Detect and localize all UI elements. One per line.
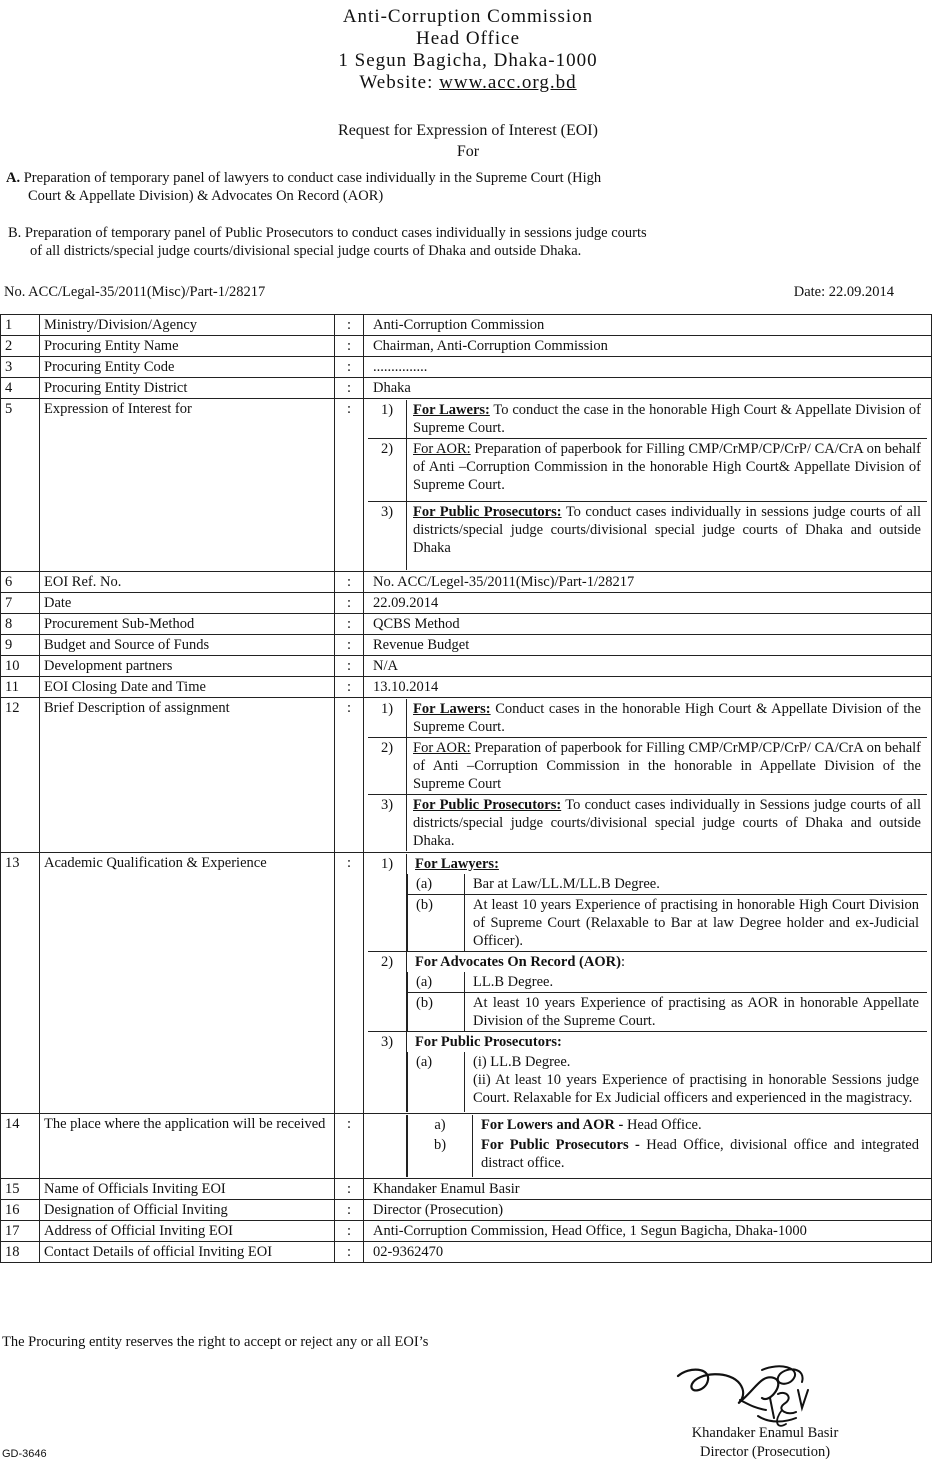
row-value: Revenue Budget [364, 635, 932, 656]
row-label: Name of Officials Inviting EOI [40, 1179, 335, 1200]
row-colon: : [335, 1242, 364, 1263]
row-number: 12 [1, 698, 40, 853]
website-line [0, 72, 936, 94]
paragraph-b-marker: B. [8, 225, 22, 241]
row-label: EOI Ref. No. [40, 572, 335, 593]
paragraph-a-marker: A. [6, 170, 21, 186]
sub-item-heading: For Public Prosecutors - [481, 1137, 640, 1153]
list-item [368, 1115, 927, 1177]
signatory-name: Khandaker Enamul Basir [691, 1425, 839, 1441]
row-label: Procuring Entity Code [40, 357, 335, 378]
table-row [1, 1200, 932, 1221]
row-colon: : [335, 1200, 364, 1221]
website-label: Website: [359, 72, 434, 93]
document-code: GD-3646 [2, 1448, 47, 1460]
row-value: N/A [364, 656, 932, 677]
paragraph-b-line1: Preparation of temporary panel of Public Prosecutors to conduct cases individually in sessions judge courts [24, 225, 647, 241]
item-text: To conduct cases individually in sessions judge courts of all districts/special judge courts/divisional special judge courts of Dhaka and outside Dhaka [413, 504, 921, 556]
letterhead [0, 6, 936, 94]
sub-item-letter: (b) [408, 895, 465, 952]
list-item [368, 738, 927, 795]
table-row-qualification [1, 853, 932, 1114]
list-item [368, 439, 927, 502]
paragraph-b [8, 224, 798, 260]
table-row [1, 635, 932, 656]
row-label: Procuring Entity Name [40, 336, 335, 357]
row-number: 4 [1, 378, 40, 399]
list-item [408, 993, 928, 1032]
reference-date: Date: 22.09.2014 [793, 284, 894, 300]
row-number: 6 [1, 572, 40, 593]
row-value [364, 698, 932, 853]
table-row [1, 572, 932, 593]
list-item [408, 972, 928, 993]
website-link[interactable]: www.acc.org.bd [439, 72, 577, 93]
list-item [408, 895, 928, 952]
row-label: Budget and Source of Funds [40, 635, 335, 656]
list-item [368, 1032, 927, 1113]
row-value: 13.10.2014 [364, 677, 932, 698]
row-label: Procurement Sub-Method [40, 614, 335, 635]
list-item [408, 1115, 928, 1135]
row-number: 15 [1, 1179, 40, 1200]
row-colon: : [335, 315, 364, 336]
row-number: 3 [1, 357, 40, 378]
sub-item-letter: (a) [408, 874, 465, 895]
row-number: 13 [1, 853, 40, 1114]
table-row [1, 614, 932, 635]
list-item [368, 400, 927, 439]
item-heading: For Public Prosecutors: [413, 504, 562, 520]
row-value: Khandaker Enamul Basir [364, 1179, 932, 1200]
row-number: 18 [1, 1242, 40, 1263]
table-row [1, 677, 932, 698]
sub-item-text: Head Office, divisional office and integrated distract office. [481, 1137, 919, 1171]
item-number: 2) [368, 439, 407, 502]
sub-item-letter: b) [408, 1135, 473, 1177]
item-heading: For Lawyers: [415, 856, 499, 872]
item-number: 1) [368, 854, 407, 952]
table-row-application-place [1, 1114, 932, 1179]
row-colon: : [335, 698, 364, 853]
row-number: 2 [1, 336, 40, 357]
row-colon: : [335, 1179, 364, 1200]
sub-item-text: Head Office. [623, 1117, 702, 1133]
reference-number: No. ACC/Legal-35/2011(Misc)/Part-1/28217 [4, 284, 266, 300]
row-number: 5 [1, 399, 40, 572]
row-value: Anti-Corruption Commission [364, 315, 932, 336]
row-colon: : [335, 614, 364, 635]
paragraph-a-line2: Court & Appellate Division) & Advocates On Record (AOR) [28, 188, 384, 204]
row-label: Procuring Entity District [40, 378, 335, 399]
item-text: To conduct the case in the honorable High Court & Appellate Division of Supreme Court. [413, 402, 921, 436]
row-colon: : [335, 336, 364, 357]
row-colon: : [335, 357, 364, 378]
item-text: Conduct cases in the honorable High Court & Appellate Division of the Supreme Court. [413, 701, 921, 735]
item-number: 3) [368, 502, 407, 571]
paragraph-a-line1: Preparation of temporary panel of lawyers to conduct case individually in the Supreme Court (High [23, 170, 602, 186]
table-row [1, 593, 932, 614]
item-heading: For Lawers: [413, 402, 490, 418]
item-heading-colon: : [620, 954, 625, 970]
sub-item-text: Bar at Law/LL.M/LL.B Degree. [465, 874, 928, 895]
eoi-table [0, 314, 932, 1263]
sub-item-text: (i) LL.B Degree. [473, 1054, 571, 1070]
item-number: 3) [368, 1032, 407, 1113]
row-value: 02-9362470 [364, 1242, 932, 1263]
list-item [368, 502, 927, 571]
table-row [1, 1242, 932, 1263]
sub-item-heading: For Lowers and AOR - [481, 1117, 624, 1133]
sub-item-letter: a) [408, 1115, 473, 1135]
list-item [408, 874, 928, 895]
table-row [1, 1221, 932, 1242]
sub-item-letter: (a) [408, 972, 465, 993]
item-heading: For Public Prosecutors: [413, 797, 562, 813]
row-number: 17 [1, 1221, 40, 1242]
table-row [1, 336, 932, 357]
list-item [368, 854, 927, 952]
table-row [1, 357, 932, 378]
row-value [364, 399, 932, 572]
row-label: EOI Closing Date and Time [40, 677, 335, 698]
item-number: 1) [368, 400, 407, 439]
row-value: No. ACC/Legel-35/2011(Misc)/Part-1/28217 [364, 572, 932, 593]
row-value: 22.09.2014 [364, 593, 932, 614]
sub-item-text: (ii) At least 10 years Experience of practising in honorable Sessions judge Court. Relaxable for Ex Judicial officers and experienced in the magistracy. [473, 1072, 919, 1106]
row-label: Address of Official Inviting EOI [40, 1221, 335, 1242]
item-text: To conduct cases individually in Sessions judge courts of all districts/special judge courts/divisional special judge courts of Dhaka and outside Dhaka. [413, 797, 921, 849]
row-colon: : [335, 677, 364, 698]
paragraph-b-line2: of all districts/special judge courts/divisional special judge courts of Dhaka and outside Dhaka. [30, 243, 582, 259]
row-value [364, 853, 932, 1114]
row-value [364, 1114, 932, 1179]
row-label: Date [40, 593, 335, 614]
office-name: Head Office [415, 28, 520, 49]
org-name: Anti-Corruption Commission [342, 6, 594, 27]
row-colon: : [335, 593, 364, 614]
row-colon: : [335, 1114, 364, 1179]
title-line-2: For [456, 143, 480, 160]
list-item [408, 1135, 928, 1177]
list-item [368, 952, 927, 1032]
row-colon: : [335, 635, 364, 656]
title-line-1: Request for Expression of Interest (EOI) [338, 122, 598, 139]
row-label: Designation of Official Inviting [40, 1200, 335, 1221]
sub-item-letter: (b) [408, 993, 465, 1032]
row-number: 10 [1, 656, 40, 677]
sub-item-text: At least 10 years Experience of practising in honorable High Court Division of Supreme Court (Relaxable to Bar at law Degree holder and ex-Judicial Officer). [465, 895, 928, 952]
reference-line [4, 284, 894, 301]
row-number: 11 [1, 677, 40, 698]
row-number: 9 [1, 635, 40, 656]
footer-note: The Procuring entity reserves the right to accept or reject any or all EOI’s [2, 1334, 429, 1350]
item-heading: For AOR: [413, 441, 471, 457]
item-heading: For Lawers: [413, 701, 491, 717]
row-number: 8 [1, 614, 40, 635]
row-colon: : [335, 656, 364, 677]
sub-item-letter: (a) [408, 1052, 465, 1112]
row-colon: : [335, 572, 364, 593]
item-heading: For AOR: [413, 740, 471, 756]
item-text: Preparation of paperbook for Filling CMP/CrMP/CP/CrP/ CA/CrA on behalf of Anti –Corruption Commission in the honorable High Court& Appellate Division of Supreme Court. [413, 441, 921, 493]
table-row-brief-description [1, 698, 932, 853]
item-text: Preparation of paperbook for Filling CMP/CrMP/CP/CrP/ CA/CrA on behalf of Anti –Corruption Commission in the honorable in Appellate Division of the Supreme Court [413, 740, 921, 792]
row-number: 14 [1, 1114, 40, 1179]
row-number: 1 [1, 315, 40, 336]
row-label: Academic Qualification & Experience [40, 853, 335, 1114]
row-value: Director (Prosecution) [364, 1200, 932, 1221]
list-item [368, 795, 927, 852]
row-label: Expression of Interest for [40, 399, 335, 572]
row-colon: : [335, 853, 364, 1114]
row-number: 7 [1, 593, 40, 614]
table-row [1, 1179, 932, 1200]
row-label: Development partners [40, 656, 335, 677]
row-label: Contact Details of official Inviting EOI [40, 1242, 335, 1263]
table-row-expression-of-interest [1, 399, 932, 572]
table-row [1, 315, 932, 336]
item-heading: For Public Prosecutors: [415, 1034, 562, 1050]
signatory-title: Director (Prosecution) [699, 1444, 831, 1460]
row-value: Chairman, Anti-Corruption Commission [364, 336, 932, 357]
document-title [0, 120, 936, 162]
row-label: Ministry/Division/Agency [40, 315, 335, 336]
table-row [1, 378, 932, 399]
row-colon: : [335, 378, 364, 399]
item-heading: For Advocates On Record (AOR) [415, 954, 621, 970]
row-colon: : [335, 399, 364, 572]
row-label: The place where the application will be received [40, 1114, 335, 1179]
item-number: 2) [368, 952, 407, 1032]
list-item [368, 699, 927, 738]
list-item [408, 1052, 928, 1112]
row-value: Dhaka [364, 378, 932, 399]
paragraph-a [6, 169, 736, 205]
item-number: 1) [368, 699, 407, 738]
row-number: 16 [1, 1200, 40, 1221]
row-label: Brief Description of assignment [40, 698, 335, 853]
sub-item-text: LL.B Degree. [465, 972, 928, 993]
table-row [1, 656, 932, 677]
sub-item-text: At least 10 years Experience of practising as AOR in honorable Appellate Division of the Supreme Court. [465, 993, 928, 1032]
row-value: QCBS Method [364, 614, 932, 635]
item-number: 3) [368, 795, 407, 852]
item-number: 2) [368, 738, 407, 795]
signature-block [640, 1424, 890, 1462]
row-colon: : [335, 1221, 364, 1242]
row-value: ............... [364, 357, 932, 378]
office-address: 1 Segun Bagicha, Dhaka-1000 [338, 50, 598, 71]
row-value: Anti-Corruption Commission, Head Office, 1 Segun Bagicha, Dhaka-1000 [364, 1221, 932, 1242]
